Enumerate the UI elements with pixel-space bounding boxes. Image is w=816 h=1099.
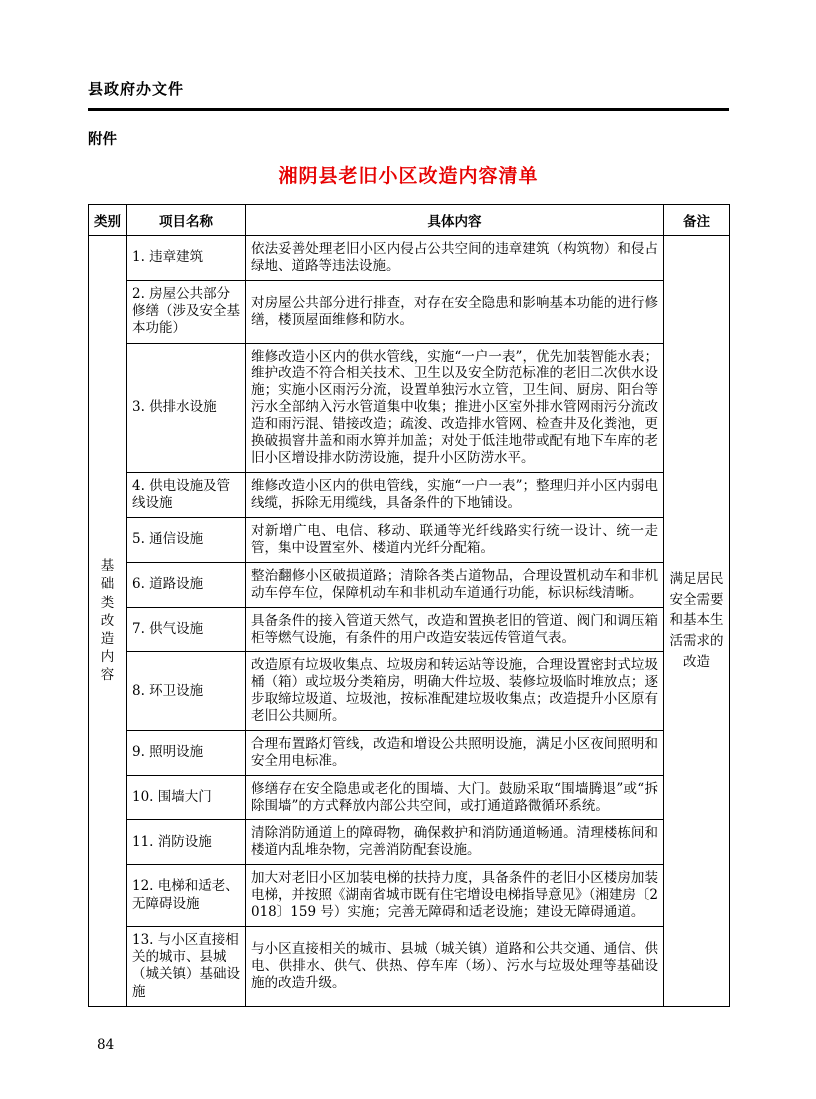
column-header-project-name: 项目名称 (127, 205, 246, 236)
project-name: 13. 与小区直接相关的城市、县城（城关镇）基础设施 (127, 926, 246, 1006)
project-name: 2. 房屋公共部分修缮（涉及安全基本功能） (127, 280, 246, 343)
table-row (89, 865, 730, 927)
project-content: 清除消防通道上的障碍物，确保救护和消防通道畅通。清理楼栋间和楼道内乱堆杂物，完善消防配套设施。 (246, 820, 664, 865)
project-content: 对房屋公共部分进行排查，对存在安全隐患和影响基本功能的进行修缮，楼顶屋面维修和防水。 (246, 280, 664, 343)
column-header-content: 具体内容 (246, 205, 664, 236)
project-name: 10. 围墙大门 (127, 775, 246, 820)
table-row (89, 562, 730, 607)
project-name: 6. 道路设施 (127, 562, 246, 607)
project-name: 12. 电梯和适老、无障碍设施 (127, 865, 246, 927)
table-row (89, 820, 730, 865)
project-name: 11. 消防设施 (127, 820, 246, 865)
project-content: 维修改造小区内的供电管线，实施“一户一表”；整理归并小区内弱电线缆，拆除无用缆线，具备条件的下地铺设。 (246, 472, 664, 518)
table-row (89, 775, 730, 820)
table-row (89, 236, 730, 281)
column-header-remark: 备注 (664, 205, 730, 236)
project-content: 合理布置路灯管线，改造和增设公共照明设施，满足小区夜间照明和安全用电标准。 (246, 730, 664, 775)
renovation-content-table (88, 204, 730, 1007)
project-content: 对新增广电、电信、移动、联通等光纤线路实行统一设计、统一走管，集中设置室外、楼道内光纤分配箱。 (246, 518, 664, 563)
project-content: 整治翻修小区破损道路；清除各类占道物品，合理设置机动车和非机动车停车位，保障机动车和非机动车道通行功能，标识标线清晰。 (246, 562, 664, 607)
column-header-category: 类别 (89, 205, 127, 236)
project-name: 1. 违章建筑 (127, 236, 246, 281)
category-vertical-label: 基础类改造内容 (100, 558, 115, 684)
table-row (89, 652, 730, 731)
remark-cell (664, 236, 730, 1007)
header-divider (88, 108, 729, 111)
table-row (89, 926, 730, 1006)
project-content: 与小区直接相关的城市、县城（城关镇）道路和公共交通、通信、供电、供排水、供气、供热、停车库（场）、污水与垃圾处理等基础设施的改造升级。 (246, 926, 664, 1006)
project-name: 5. 通信设施 (127, 518, 246, 563)
attachment-label: 附件 (88, 132, 117, 148)
table-row (89, 472, 730, 518)
table-header-row (89, 205, 730, 236)
page-title: 湘阴县老旧小区改造内容清单 (278, 165, 539, 187)
category-cell (89, 236, 127, 1007)
project-content: 改造原有垃圾收集点、垃圾房和转运站等设施，合理设置密封式垃圾桶（箱）或垃圾分类箱房，明确大件垃圾、装修垃圾临时堆放点；逐步取缔垃圾道、垃圾池，按标准配建垃圾收集点；改造提升小区原有老旧公共厕所。 (246, 652, 664, 731)
project-content: 依法妥善处理老旧小区内侵占公共空间的违章建筑（构筑物）和侵占绿地、道路等违法设施。 (246, 236, 664, 281)
table-row (89, 730, 730, 775)
table-row (89, 343, 730, 472)
project-name: 8. 环卫设施 (127, 652, 246, 731)
table-row (89, 280, 730, 343)
project-name: 3. 供排水设施 (127, 343, 246, 472)
project-content: 维修改造小区内的供水管线，实施“一户一表”，优先加装智能水表；维护改造不符合相关技术、卫生以及安全防范标准的老旧二次供水设施；实施小区雨污分流，设置单独污水立管，卫生间、厨房、阳台等污水全部纳入污水管道集中收集；推进小区室外排水管网雨污分流改造和雨污混、错接改造；疏浚、改造排水管网、检查井及化粪池，更换破损窨井盖和雨水箅并加盖；对处于低洼地带或配有地下车库的老旧小区增设排水防涝设施，提升小区防涝水平。 (246, 343, 664, 472)
page-number: 84 (97, 1036, 115, 1053)
project-name: 7. 供气设施 (127, 607, 246, 652)
project-name: 9. 照明设施 (127, 730, 246, 775)
project-name: 4. 供电设施及管线设施 (127, 472, 246, 518)
table-row (89, 607, 730, 652)
project-content: 修缮存在安全隐患或老化的围墙、大门。鼓励采取“围墙腾退”或“拆除围墙”的方式释放内部公共空间，或打通道路微循环系统。 (246, 775, 664, 820)
table-row (89, 518, 730, 563)
document-header-label: 县政府办文件 (88, 80, 185, 98)
project-content: 加大对老旧小区加装电梯的扶持力度，具备条件的老旧小区楼房加装电梯，并按照《湖南省城市既有住宅增设电梯指导意见》（湘建房〔2018〕159 号）实施；完善无障碍和适老设施；建设无障碍通道。 (246, 865, 664, 927)
remark-label: 满足居民安全需要和基本生活需求的改造 (669, 570, 724, 671)
project-content: 具备条件的接入管道天然气，改造和置换老旧的管道、阀门和调压箱柜等燃气设施，有条件的用户改造安装远传管道气表。 (246, 607, 664, 652)
